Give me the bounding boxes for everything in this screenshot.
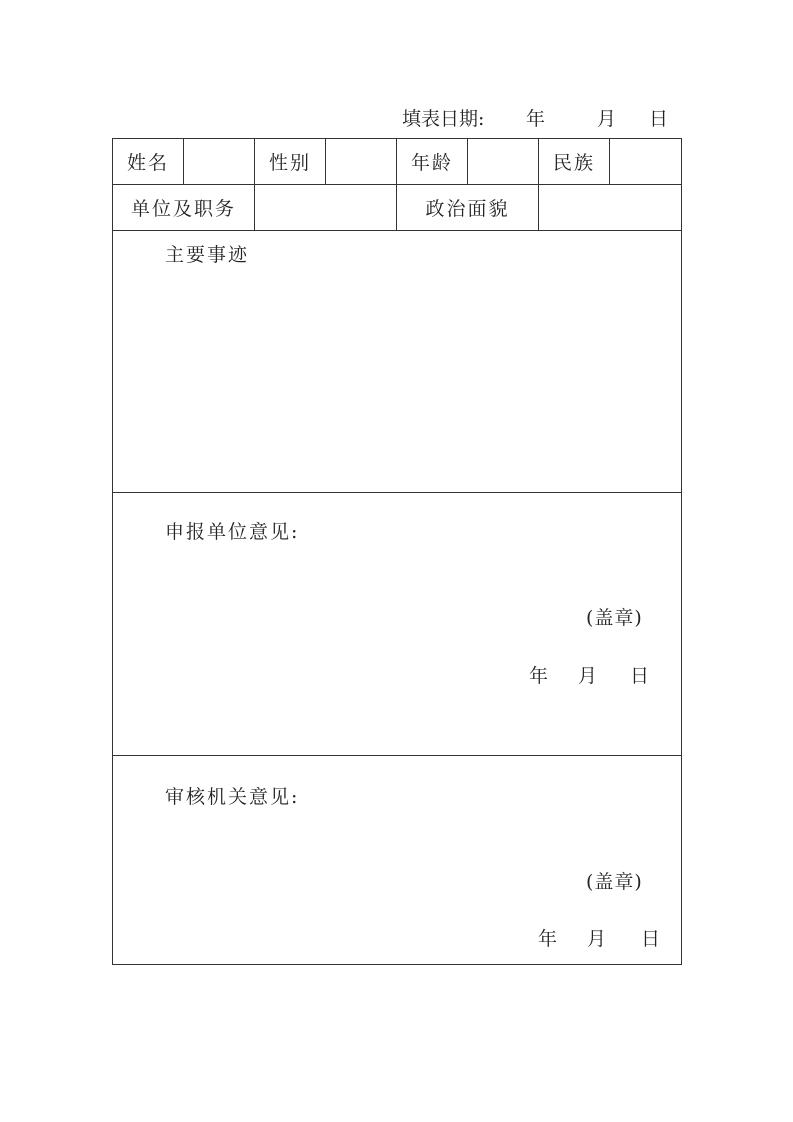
- applicant-year: 年: [529, 665, 549, 687]
- ethnicity-field[interactable]: [610, 139, 682, 185]
- fill-date-day: 日: [649, 108, 669, 130]
- unit-position-field[interactable]: [255, 185, 397, 231]
- unit-position-label: 单位及职务: [113, 185, 255, 231]
- political-status-field[interactable]: [539, 185, 682, 231]
- deeds-field[interactable]: [113, 231, 682, 493]
- applicant-opinion-label: 申报单位意见:: [165, 521, 300, 543]
- name-field[interactable]: [184, 139, 255, 185]
- review-day: 日: [641, 928, 661, 950]
- review-opinion-row: [113, 756, 682, 965]
- applicant-opinion-field[interactable]: [113, 493, 682, 756]
- applicant-sign-date: [113, 661, 673, 687]
- review-sign-date: [113, 924, 673, 950]
- basic-info-row: [113, 139, 682, 185]
- review-month: 月: [587, 928, 607, 950]
- review-year: 年: [538, 928, 558, 950]
- fill-date-line: [0, 104, 793, 130]
- fill-date-label: 填表日期:: [402, 108, 485, 130]
- deeds-row: [113, 231, 682, 493]
- age-label: 年龄: [397, 139, 468, 185]
- political-status-label: 政治面貌: [397, 185, 539, 231]
- applicant-day: 日: [630, 665, 650, 687]
- review-opinion-label: 审核机关意见:: [165, 786, 300, 808]
- applicant-month: 月: [578, 665, 598, 687]
- review-seal-label: (盖章): [586, 871, 643, 893]
- age-field[interactable]: [468, 139, 539, 185]
- gender-field[interactable]: [326, 139, 397, 185]
- applicant-opinion-row: [113, 493, 682, 756]
- applicant-seal-label: (盖章): [586, 607, 643, 629]
- name-label: 姓名: [113, 139, 184, 185]
- application-form-table: [112, 138, 682, 965]
- unit-row: [113, 185, 682, 231]
- ethnicity-label: 民族: [539, 139, 610, 185]
- gender-label: 性别: [255, 139, 326, 185]
- review-opinion-field[interactable]: [113, 756, 682, 965]
- fill-date-month: 月: [597, 108, 617, 130]
- deeds-label: 主要事迹: [165, 244, 250, 266]
- fill-date-year: 年: [526, 108, 546, 130]
